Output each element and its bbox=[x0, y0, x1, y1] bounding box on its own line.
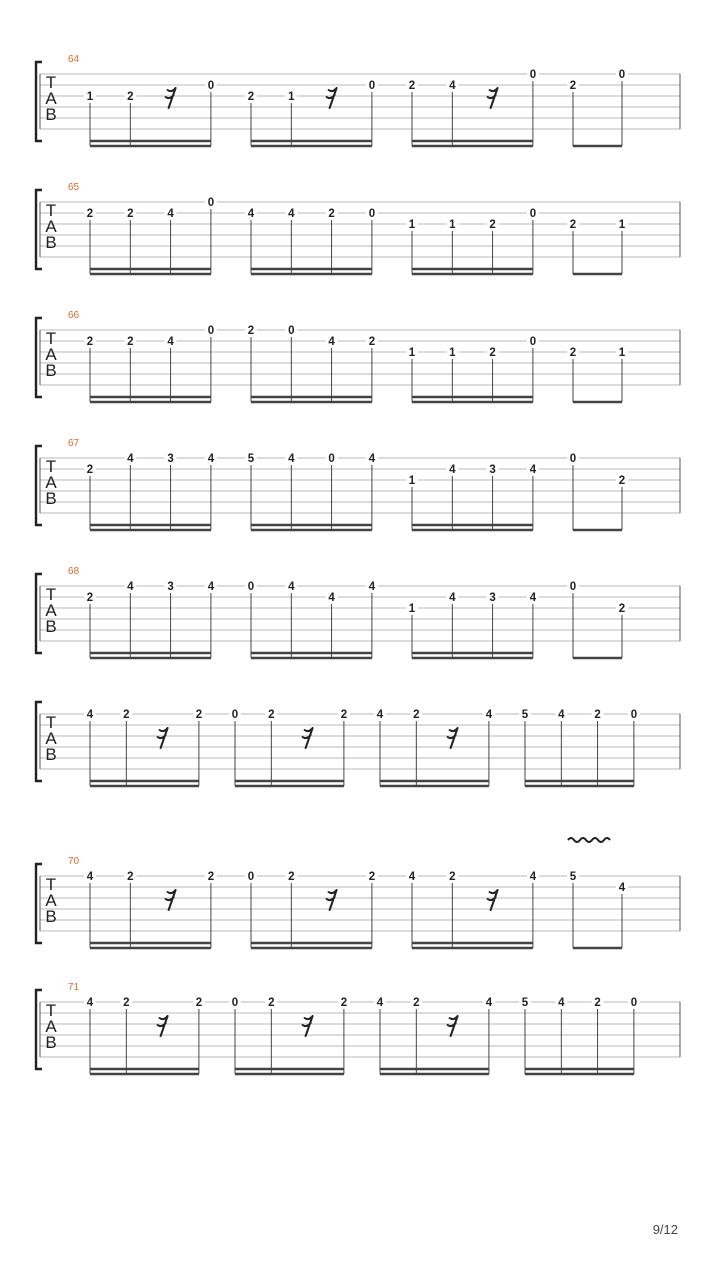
fret-number: 2 bbox=[127, 208, 134, 220]
fret-number: 2 bbox=[127, 336, 134, 348]
fret-number: 4 bbox=[86, 871, 94, 883]
fret-number: 2 bbox=[127, 91, 134, 103]
fret-number: 2 bbox=[328, 208, 335, 220]
fret-number: 0 bbox=[207, 325, 215, 337]
measure-number: 64 bbox=[68, 54, 80, 65]
fret-number: 4 bbox=[167, 336, 174, 348]
sixteenth-rest bbox=[488, 88, 498, 108]
fret-number: 0 bbox=[569, 453, 577, 465]
fret-number: 4 bbox=[207, 581, 215, 593]
tab-clef-letter: A bbox=[45, 1017, 57, 1036]
fret-number: 0 bbox=[288, 325, 295, 337]
fret-number: 2 bbox=[594, 709, 601, 721]
fret-number: 2 bbox=[368, 336, 376, 348]
fret-number: 0 bbox=[207, 80, 215, 92]
staff-system bbox=[36, 182, 680, 274]
fret-number: 2 bbox=[594, 997, 601, 1009]
fret-number: 4 bbox=[207, 453, 215, 465]
fret-number: 0 bbox=[630, 709, 638, 721]
sixteenth-rest bbox=[303, 1016, 313, 1036]
fret-number: 2 bbox=[618, 475, 626, 487]
sixteenth-rest bbox=[327, 88, 337, 108]
fret-number: 4 bbox=[86, 709, 94, 721]
tab-clef-letter: T bbox=[45, 585, 57, 604]
fret-number: 5 bbox=[569, 871, 577, 883]
fret-number: 2 bbox=[86, 208, 94, 220]
measure-number: 65 bbox=[68, 182, 80, 193]
fret-number: 4 bbox=[328, 336, 335, 348]
fret-number: 0 bbox=[231, 709, 239, 721]
sixteenth-rest bbox=[448, 1016, 458, 1036]
staff-system bbox=[36, 566, 680, 658]
fret-number: 1 bbox=[618, 347, 626, 359]
fret-number: 2 bbox=[247, 91, 255, 103]
fret-number: 2 bbox=[413, 709, 420, 721]
tab-clef-letter: A bbox=[45, 89, 57, 108]
tab-clef-letter: B bbox=[45, 361, 57, 380]
fret-number: 4 bbox=[558, 709, 565, 721]
sixteenth-rest bbox=[448, 728, 458, 748]
fret-number: 5 bbox=[521, 997, 529, 1009]
fret-number: 2 bbox=[413, 997, 420, 1009]
fret-number: 3 bbox=[167, 581, 174, 593]
fret-number: 2 bbox=[86, 336, 94, 348]
staff-system bbox=[36, 838, 680, 948]
fret-number: 0 bbox=[529, 208, 537, 220]
tab-clef-letter: A bbox=[45, 217, 57, 236]
fret-number: 1 bbox=[408, 219, 416, 231]
tab-clef-letter: B bbox=[45, 233, 57, 252]
fret-number: 0 bbox=[247, 581, 255, 593]
measure-number: 70 bbox=[68, 856, 80, 867]
tab-clef-letter: T bbox=[45, 201, 57, 220]
staff-system bbox=[36, 438, 680, 530]
fret-number: 5 bbox=[521, 709, 529, 721]
staff-system bbox=[36, 982, 680, 1074]
fret-number: 4 bbox=[288, 581, 295, 593]
sixteenth-rest bbox=[166, 890, 176, 910]
fret-number: 4 bbox=[376, 709, 384, 721]
fret-number: 4 bbox=[485, 709, 493, 721]
sixteenth-rest bbox=[303, 728, 313, 748]
fret-number: 1 bbox=[86, 91, 94, 103]
tab-clef-letter: T bbox=[45, 73, 57, 92]
page-number: 9/12 bbox=[652, 1222, 678, 1237]
measure-number: 67 bbox=[68, 438, 80, 449]
sixteenth-rest bbox=[158, 728, 168, 748]
fret-number: 2 bbox=[123, 997, 130, 1009]
fret-number: 0 bbox=[529, 336, 537, 348]
tab-clef-letter: A bbox=[45, 345, 57, 364]
staff-system bbox=[36, 310, 680, 402]
fret-number: 4 bbox=[529, 464, 537, 476]
fret-number: 3 bbox=[489, 592, 496, 604]
fret-number: 0 bbox=[368, 208, 376, 220]
fret-number: 4 bbox=[127, 453, 134, 465]
tab-clef-letter: A bbox=[45, 473, 57, 492]
fret-number: 0 bbox=[368, 80, 376, 92]
fret-number: 2 bbox=[408, 80, 416, 92]
fret-number: 4 bbox=[449, 592, 456, 604]
fret-number: 4 bbox=[558, 997, 565, 1009]
fret-number: 2 bbox=[569, 219, 577, 231]
tab-clef-letter: B bbox=[45, 105, 57, 124]
fret-number: 0 bbox=[247, 871, 255, 883]
fret-number: 4 bbox=[529, 592, 537, 604]
measure-number: 66 bbox=[68, 310, 80, 321]
tab-clef-letter: T bbox=[45, 713, 57, 732]
fret-number: 4 bbox=[328, 592, 335, 604]
tab-clef-letter: T bbox=[45, 329, 57, 348]
sixteenth-rest bbox=[166, 88, 176, 108]
fret-number: 2 bbox=[247, 325, 255, 337]
fret-number: 3 bbox=[167, 453, 174, 465]
fret-number: 2 bbox=[195, 997, 203, 1009]
fret-number: 2 bbox=[340, 997, 348, 1009]
fret-number: 0 bbox=[630, 997, 638, 1009]
vibrato-mark bbox=[568, 838, 610, 842]
fret-number: 2 bbox=[288, 871, 295, 883]
fret-number: 2 bbox=[268, 709, 275, 721]
sixteenth-rest bbox=[327, 890, 337, 910]
fret-number: 1 bbox=[408, 475, 416, 487]
fret-number: 4 bbox=[449, 464, 456, 476]
fret-number: 1 bbox=[288, 91, 295, 103]
tab-clef-letter: B bbox=[45, 617, 57, 636]
fret-number: 4 bbox=[86, 997, 94, 1009]
fret-number: 5 bbox=[247, 453, 255, 465]
staff-system bbox=[36, 702, 680, 786]
fret-number: 0 bbox=[207, 197, 215, 209]
fret-number: 1 bbox=[449, 347, 456, 359]
fret-number: 2 bbox=[207, 871, 215, 883]
fret-number: 2 bbox=[489, 347, 496, 359]
fret-number: 4 bbox=[247, 208, 255, 220]
fret-number: 2 bbox=[449, 871, 456, 883]
tab-clef-letter: T bbox=[45, 875, 57, 894]
tab-clef-letter: T bbox=[45, 457, 57, 476]
fret-number: 2 bbox=[127, 871, 134, 883]
fret-number: 4 bbox=[127, 581, 134, 593]
fret-number: 1 bbox=[618, 219, 626, 231]
measure-number: 71 bbox=[68, 982, 80, 993]
tab-clef-letter: T bbox=[45, 1001, 57, 1020]
tab-clef-letter: A bbox=[45, 729, 57, 748]
fret-number: 2 bbox=[268, 997, 275, 1009]
fret-number: 2 bbox=[489, 219, 496, 231]
tab-clef-letter: A bbox=[45, 601, 57, 620]
fret-number: 3 bbox=[489, 464, 496, 476]
fret-number: 2 bbox=[569, 347, 577, 359]
fret-number: 4 bbox=[449, 80, 456, 92]
fret-number: 4 bbox=[485, 997, 493, 1009]
fret-number: 0 bbox=[231, 997, 239, 1009]
fret-number: 4 bbox=[618, 882, 626, 894]
fret-number: 2 bbox=[368, 871, 376, 883]
fret-number: 2 bbox=[569, 80, 577, 92]
fret-number: 1 bbox=[449, 219, 456, 231]
fret-number: 2 bbox=[618, 603, 626, 615]
fret-number: 4 bbox=[288, 453, 295, 465]
fret-number: 2 bbox=[86, 592, 94, 604]
sixteenth-rest bbox=[488, 890, 498, 910]
fret-number: 2 bbox=[86, 464, 94, 476]
fret-number: 4 bbox=[167, 208, 174, 220]
sixteenth-rest bbox=[158, 1016, 168, 1036]
fret-number: 1 bbox=[408, 603, 416, 615]
fret-number: 0 bbox=[328, 453, 335, 465]
fret-number: 0 bbox=[529, 69, 537, 81]
fret-number: 2 bbox=[340, 709, 348, 721]
fret-number: 0 bbox=[569, 581, 577, 593]
fret-number: 4 bbox=[408, 871, 416, 883]
measure-number: 68 bbox=[68, 566, 80, 577]
tab-clef-letter: B bbox=[45, 745, 57, 764]
fret-number: 4 bbox=[368, 453, 376, 465]
tab-clef-letter: A bbox=[45, 891, 57, 910]
fret-number: 4 bbox=[288, 208, 295, 220]
staff-system bbox=[36, 54, 680, 146]
fret-number: 0 bbox=[618, 69, 626, 81]
fret-number: 2 bbox=[123, 709, 130, 721]
fret-number: 2 bbox=[195, 709, 203, 721]
fret-number: 1 bbox=[408, 347, 416, 359]
fret-number: 4 bbox=[368, 581, 376, 593]
tab-clef-letter: B bbox=[45, 907, 57, 926]
tab-clef-letter: B bbox=[45, 489, 57, 508]
tab-clef-letter: B bbox=[45, 1033, 57, 1052]
fret-number: 4 bbox=[529, 871, 537, 883]
fret-number: 4 bbox=[376, 997, 384, 1009]
